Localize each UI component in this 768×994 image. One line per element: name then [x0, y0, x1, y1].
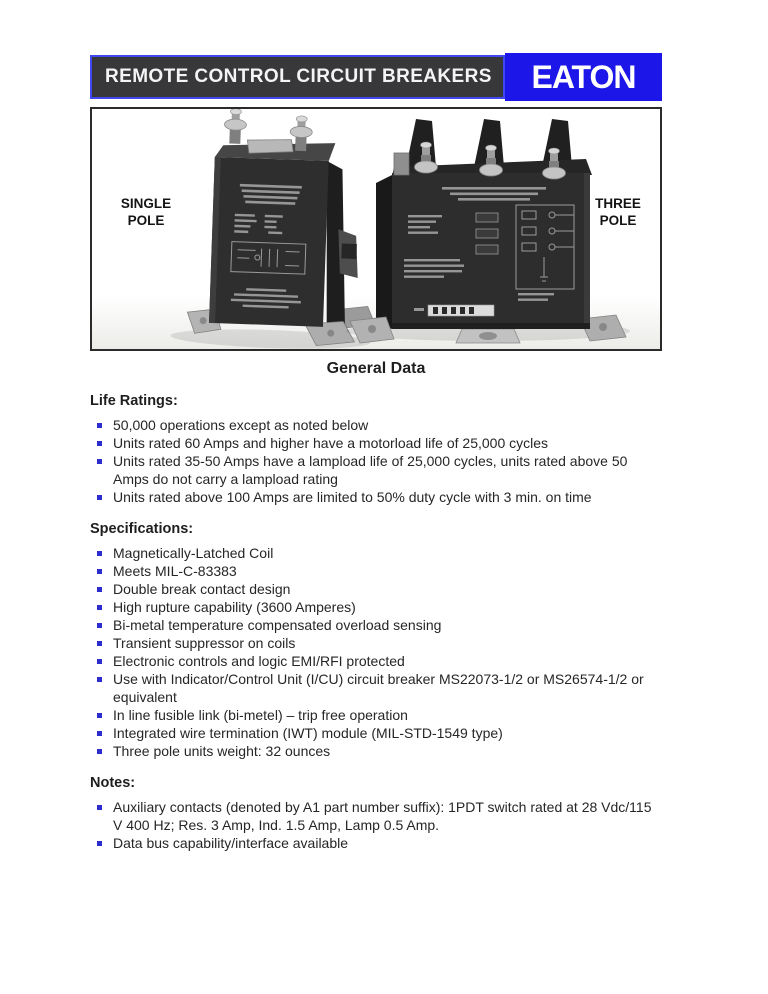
general-data-title: General Data	[326, 360, 426, 377]
bullet-icon	[97, 713, 102, 718]
bullet-icon	[97, 551, 102, 556]
item-text: In line fusible link (bi-metel) – trip free operation	[113, 707, 408, 723]
item-text: Double break contact design	[113, 581, 291, 597]
bullet-icon	[97, 841, 102, 846]
item-text: High rupture capability (3600 Amperes)	[113, 599, 356, 615]
list-item	[90, 580, 662, 598]
title-bar	[90, 55, 505, 99]
item-text: 50,000 operations except as noted below	[113, 417, 369, 433]
header	[90, 53, 662, 101]
bullet-icon	[97, 731, 102, 736]
item-text: Use with Indicator/Control Unit (I/CU) circuit breaker MS22073-1/2 or MS26574-1/2 or equivalent	[113, 671, 644, 705]
eaton-logo-text: EATON	[531, 58, 636, 95]
list-item	[90, 488, 662, 506]
bullet-icon	[97, 495, 102, 500]
three-pole-label-line1: THREE	[595, 196, 641, 211]
list-item	[90, 616, 662, 634]
three-pole-label	[576, 195, 660, 229]
item-text: Units rated 60 Amps and higher have a motorload life of 25,000 cycles	[113, 435, 549, 451]
item-text: Integrated wire termination (IWT) module (MIL-STD-1549 type)	[113, 725, 503, 741]
item-text: Three pole units weight: 32 ounces	[113, 743, 331, 759]
list-item	[90, 670, 662, 706]
item-text: Electronic controls and logic EMI/RFI protected	[113, 653, 405, 669]
list-item	[90, 634, 662, 652]
bullet-icon	[97, 623, 102, 628]
list-item	[90, 562, 662, 580]
list-item	[90, 742, 662, 760]
item-text: Meets MIL-C-83383	[113, 563, 237, 579]
list-item	[90, 416, 662, 434]
section-life-ratings	[90, 393, 662, 506]
bullet-list	[90, 798, 662, 852]
list-item	[90, 598, 662, 616]
eaton-logo	[505, 53, 662, 101]
single-pole-breaker	[170, 109, 382, 349]
bullet-icon	[97, 677, 102, 682]
bullet-icon	[97, 423, 102, 428]
single-pole-label	[104, 195, 188, 229]
list-item	[90, 798, 662, 834]
product-photo-illustration	[92, 109, 660, 349]
list-item	[90, 834, 662, 852]
bullet-icon	[97, 659, 102, 664]
bullet-icon	[97, 749, 102, 754]
section-specifications	[90, 521, 662, 760]
section-heading: Notes:	[90, 775, 136, 791]
item-text: Magnetically-Latched Coil	[113, 545, 274, 561]
list-item	[90, 544, 662, 562]
bullet-icon	[97, 569, 102, 574]
bullet-icon	[97, 441, 102, 446]
three-pole-breaker	[346, 119, 630, 343]
item-text: Transient suppressor on coils	[113, 635, 296, 651]
item-text: Data bus capability/interface available	[113, 835, 349, 851]
list-item	[90, 706, 662, 724]
bullet-icon	[97, 459, 102, 464]
item-text: Units rated 35-50 Amps have a lampload life of 25,000 cycles, units rated above 50 Amps do not carry a lampload rating	[113, 453, 628, 487]
item-text: Bi-metal temperature compensated overload sensing	[113, 617, 442, 633]
page-title: REMOTE CONTROL CIRCUIT BREAKERS	[105, 66, 492, 87]
section-notes	[90, 775, 662, 852]
bullet-icon	[97, 587, 102, 592]
three-pole-label-line2: POLE	[599, 213, 637, 228]
list-item	[90, 724, 662, 742]
bullet-icon	[97, 641, 102, 646]
bullet-list	[90, 544, 662, 760]
bullet-icon	[97, 605, 102, 610]
item-text: Auxiliary contacts (denoted by A1 part number suffix): 1PDT switch rated at 28 Vdc/115 V 400 Hz; Res. 3 Amp, Ind. 1.5 Amp, Lamp 0.5 Amp.	[113, 799, 652, 833]
single-pole-label-line1: SINGLE	[120, 196, 172, 211]
section-heading: Specifications:	[90, 521, 194, 537]
single-pole-label-line2: POLE	[127, 213, 165, 228]
content	[90, 356, 662, 852]
product-photo-frame	[90, 107, 662, 351]
list-item	[90, 452, 662, 488]
bullet-list	[90, 416, 662, 506]
list-item	[90, 434, 662, 452]
list-item	[90, 652, 662, 670]
bullet-icon	[97, 805, 102, 810]
item-text: Units rated above 100 Amps are limited to 50% duty cycle with 3 min. on time	[113, 489, 592, 505]
section-heading: Life Ratings:	[90, 393, 178, 409]
